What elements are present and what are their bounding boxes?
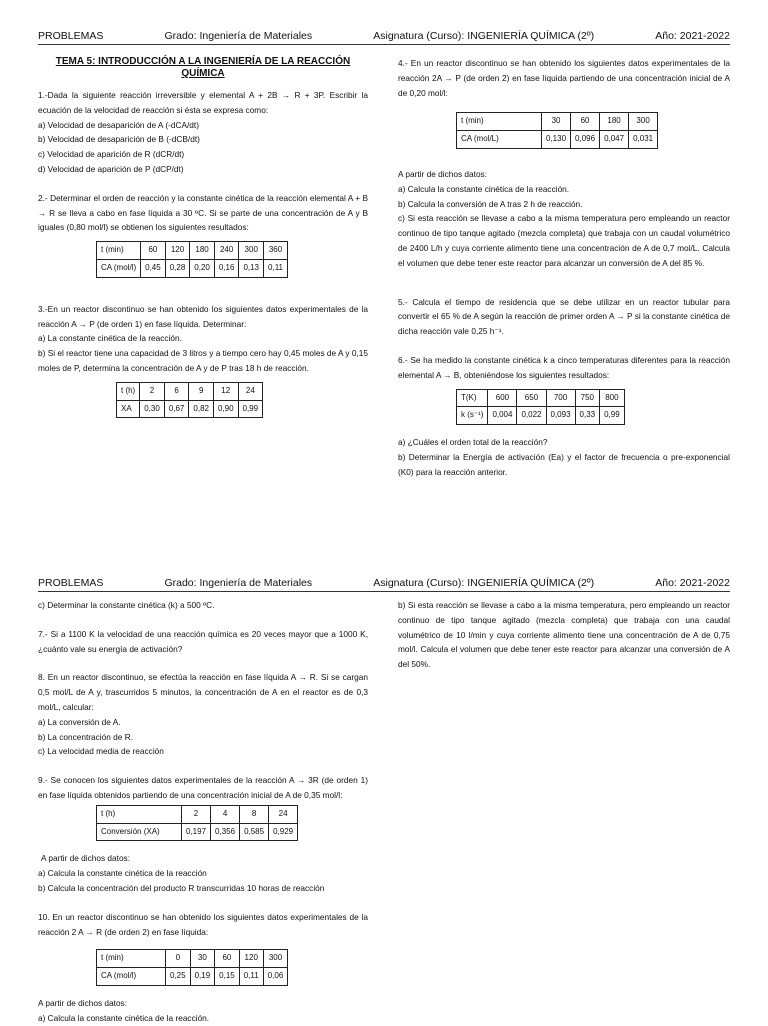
page2-left-column	[38, 598, 368, 1026]
table-cell: 0,67	[164, 400, 189, 418]
problem-7: 7.- Si a 1100 K la velocidad de una reacción química es 20 veces mayor que a 1000 K, ¿cuánto vale su energía de activación?	[38, 628, 368, 654]
page2-right-column	[398, 598, 730, 672]
problem-4a: a) Calcula la constante cinética de la reacción.	[398, 183, 570, 194]
problem-10a: a) Calcula la constante cinética de la reacción.	[38, 1012, 210, 1023]
table-cell: 180	[190, 242, 215, 260]
table-cell: 120	[239, 950, 263, 968]
page-title: TEMA 5: INTRODUCCIÓN A LA INGENIERÍA DE LA REACCIÓN QUÍMICA	[55, 56, 351, 79]
table-cell: 0,25	[166, 968, 191, 986]
table-cell: 2	[140, 382, 165, 400]
problem-8b: b) La concentración de R.	[38, 731, 134, 742]
table-cell: 0,30	[140, 400, 165, 418]
table-cell: 30	[542, 113, 571, 131]
table-cell: 0,82	[189, 400, 214, 418]
table-cell: 4	[211, 805, 240, 823]
table-cell: 0,031	[629, 131, 658, 149]
table-cell: 0,28	[165, 259, 190, 277]
table-cell: 0,130	[542, 131, 571, 149]
table-header-cell: T(K)	[457, 389, 488, 407]
header-anio: Año: 2021-2022	[655, 30, 730, 42]
problem-1b: b) Velocidad de desaparición de B (-dCB/dt)	[38, 134, 200, 145]
table-problem-2	[96, 241, 288, 278]
table-cell: 700	[546, 389, 575, 407]
problem-5: 5.- Calcula el tiempo de residencia que se debe utilizar en un reactor tubular para convertir el 65 % de A según la reacción de primer orden A → P si la constante cinética de dicha reacción vale 0,25 h⁻¹.	[398, 296, 730, 337]
table-cell: 0,093	[546, 407, 575, 425]
problem-1c: c) Velocidad de aparición de R (dCR/dt)	[38, 149, 185, 160]
problem-1a: a) Velocidad de desaparición de A (-dCA/dt)	[38, 119, 199, 130]
table-cell: 0,20	[190, 259, 215, 277]
table-row	[457, 389, 625, 407]
table-cell: 0,33	[575, 407, 600, 425]
page1-left-column	[38, 56, 368, 428]
table-cell: 0,06	[263, 968, 288, 986]
table-header-cell: t (min)	[97, 242, 141, 260]
table-row	[97, 968, 288, 986]
header-grado: Grado: Ingeniería de Materiales	[164, 577, 313, 589]
table-row	[117, 400, 263, 418]
page2-header	[38, 573, 730, 592]
problem-8: 8. En un reactor discontinuo, se efectúa la reacción en fase líquida A → R. Si se cargan 0,5 mol/L de A y, trascurridos 5 minutos, la concentración de A en el reactor es de 0,3 mol/L, calcular:	[38, 672, 368, 712]
table-header-cell: t (min)	[457, 113, 542, 131]
table-cell: 0	[166, 950, 191, 968]
problem-1: 1.-Dada la siguiente reacción irreversible y elemental A + 2B → R + 3P. Escribir la ecuación de la velocidad de reacción si ésta se expresa como:	[38, 90, 368, 115]
header-problemas: PROBLEMAS	[38, 30, 104, 42]
table-cell: 0,585	[240, 823, 269, 841]
table-row	[457, 407, 625, 425]
table-cell: 0,45	[141, 259, 166, 277]
table-cell: 0,90	[213, 400, 238, 418]
table-row	[97, 259, 288, 277]
table-header-cell: t (h)	[117, 382, 140, 400]
table-cell: 0,096	[571, 131, 600, 149]
header-anio: Año: 2021-2022	[655, 577, 730, 589]
table-cell: 0,99	[600, 407, 625, 425]
problem-9b: b) Calcula la concentración del producto R transcurridas 10 horas de reacción	[38, 882, 325, 893]
problem-10-intro: A partir de dichos datos:	[38, 997, 128, 1008]
table-header-cell: CA (mol/l)	[97, 968, 166, 986]
problem-10b: b) Si esta reacción se llevase a cabo a la misma temperatura, pero empleando un reactor continuo de tipo tanque agitado (mezcla completa) que trabaja con una caudal volumétrico de 10 l/min y cuya corriente alimento tiene una concentración de A de 0,75 mol/l. Calcula el volumen que debe tener este reactor para alcanzar una conversión de A del 50%.	[398, 600, 730, 670]
table-cell: 0,19	[190, 968, 215, 986]
table-cell: 0,004	[488, 407, 517, 425]
table-cell: 9	[189, 382, 214, 400]
table-row	[457, 131, 658, 149]
problem-3: 3.-En un reactor discontinuo se han obtenido los siguientes datos experimentales de la reacción A → P (de orden 1) en fase líquida. Determinar:	[38, 303, 368, 329]
table-row	[97, 805, 298, 823]
problem-4-intro: A partir de dichos datos:	[398, 168, 488, 179]
table-cell: 0,15	[215, 968, 240, 986]
table-cell: 60	[215, 950, 240, 968]
table-cell: 60	[141, 242, 166, 260]
table-row	[457, 113, 658, 131]
problem-3a: a) La constante cinética de la reacción.	[38, 333, 182, 344]
problem-3b: b) Si el reactor tiene una capacidad de 3 litros y a tiempo cero hay 0,45 moles de A y 0,15 moles de P, determina la concentración de A y de P tras 18 h de reacción.	[38, 348, 368, 373]
table-header-cell: t (h)	[97, 805, 182, 823]
table-cell: 240	[214, 242, 239, 260]
table-cell: 180	[600, 113, 629, 131]
problem-6: 6.- Se ha medido la constante cinética k a cinco temperaturas diferentes para la reacción elemental A → B, obteniéndose los siguientes resultados:	[398, 354, 730, 380]
problem-10: 10. En un reactor discontinuo se han obtenido los siguientes datos experimentales de la reacción 2 A → R (de orden 2) en fase líquida:	[38, 911, 368, 937]
table-row	[97, 823, 298, 841]
table-cell: 30	[190, 950, 215, 968]
table-header-cell: k (s⁻¹)	[457, 407, 488, 425]
table-cell: 300	[239, 242, 264, 260]
problem-8a: a) La conversión de A.	[38, 716, 121, 727]
table-row	[117, 382, 263, 400]
problem-1d: d) Velocidad de aparición de P (dCP/dt)	[38, 163, 184, 174]
header-grado: Grado: Ingeniería de Materiales	[164, 30, 313, 42]
page1-right-column	[398, 56, 730, 480]
table-cell: 0,13	[239, 259, 264, 277]
table-cell: 120	[165, 242, 190, 260]
table-cell: 60	[571, 113, 600, 131]
problem-6a: a) ¿Cuáles el orden total de la reacción?	[398, 437, 548, 448]
page1-header	[38, 26, 730, 45]
table-header-cell: CA (mol/l)	[97, 259, 141, 277]
table-cell: 24	[238, 382, 263, 400]
table-problem-6	[456, 389, 625, 426]
table-row	[97, 950, 288, 968]
table-cell: 360	[264, 242, 288, 260]
problem-6b: b) Determinar la Energía de activación (Ea) y el factor de frecuencia o pre-exponencial (K0) para la reacción anterior.	[398, 451, 730, 477]
problem-2: 2.- Determinar el orden de reacción y la constante cinética de la reacción elemental A + B → R se lleva a cabo en fase líquida a 30 ºC. Si se parte de una concentración de A y B iguales (0,80 mol/l) se obtienen los siguientes resultados:	[38, 192, 368, 233]
table-cell: 0,16	[214, 259, 239, 277]
table-row	[97, 242, 288, 260]
table-cell: 750	[575, 389, 600, 407]
header-asignatura: Asignatura (Curso): INGENIERÍA QUÍMICA (2º)	[373, 30, 595, 42]
problem-9: 9.- Se conocen los siguientes datos experimentales de la reacción A → 3R (de orden 1) en fase líquida obtenidos partiendo de una concentración inicial de A de 0,35 mol/l:	[38, 775, 368, 800]
table-cell: 0,929	[269, 823, 298, 841]
table-cell: 0,356	[211, 823, 240, 841]
table-problem-9	[96, 805, 298, 842]
header-problemas: PROBLEMAS	[38, 577, 104, 589]
table-cell: 24	[269, 805, 298, 823]
table-cell: 8	[240, 805, 269, 823]
table-cell: 6	[164, 382, 189, 400]
table-cell: 0,197	[182, 823, 211, 841]
table-cell: 650	[517, 389, 546, 407]
problem-9a: a) Calcula la constante cinética de la reacción	[38, 868, 207, 879]
table-cell: 2	[182, 805, 211, 823]
table-cell: 0,047	[600, 131, 629, 149]
problem-4c: c) Si esta reacción se llevase a cabo a la misma temperatura pero empleando un reactor continuo de tipo tanque agitado (mezcla completa) que trabaja con un caudal volumétrico de 2400 L/h y cuya corriente alimento tiene una concentración de A de 0,7 mol/L. Calcula el volumen que debe tener este reactor para alcanzar un conversión de A del 85 %.	[398, 213, 730, 268]
table-problem-10	[96, 949, 288, 986]
problem-6c: c) Determinar la constante cinética (k) a 500 ºC.	[38, 600, 215, 610]
problem-9-intro: A partir de dichos datos:	[41, 853, 131, 864]
table-cell: 600	[488, 389, 517, 407]
problem-4: 4.- En un reactor discontinuo se han obtenido los siguientes datos experimentales de la reacción 2A → P (de orden 2) en fase líquida partiendo de una concentración inicial de A de 0,20 mol/l:	[398, 58, 730, 98]
table-cell: 0,99	[238, 400, 263, 418]
header-asignatura: Asignatura (Curso): INGENIERÍA QUÍMICA (2º)	[373, 577, 595, 589]
table-header-cell: t (min)	[97, 950, 166, 968]
problem-8c: c) La velocidad media de reacción	[38, 746, 164, 757]
table-cell: 300	[629, 113, 658, 131]
problem-4b: b) Calcula la conversión de A tras 2 h de reacción.	[398, 198, 583, 209]
table-cell: 0,022	[517, 407, 546, 425]
table-problem-4	[456, 112, 658, 149]
table-cell: 800	[600, 389, 625, 407]
table-cell: 0,11	[239, 968, 263, 986]
table-cell: 300	[263, 950, 288, 968]
table-header-cell: Conversión (XA)	[97, 823, 182, 841]
table-header-cell: CA (mol/L)	[457, 131, 542, 149]
table-cell: 12	[213, 382, 238, 400]
table-cell: 0,11	[264, 259, 288, 277]
table-problem-3	[116, 382, 263, 419]
table-header-cell: XA	[117, 400, 140, 418]
